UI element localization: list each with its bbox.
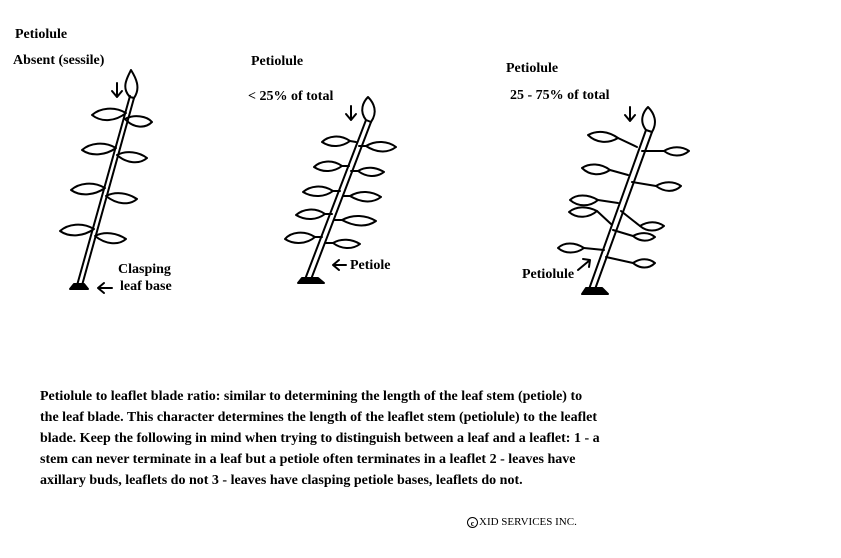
label-25-75: 25 - 75% of total (510, 88, 610, 103)
leaflet (570, 196, 598, 206)
leaflet (125, 116, 152, 126)
leaflet (285, 233, 315, 243)
leaflet (333, 240, 360, 248)
label-absent-sessile: Absent (sessile) (13, 53, 105, 68)
leaflet (60, 225, 94, 236)
copyright-text: XID SERVICES INC. (479, 516, 577, 528)
leaflet (322, 137, 350, 146)
left-arrow-icon (98, 283, 112, 293)
leaf-base (298, 278, 324, 283)
leaflet (366, 142, 396, 151)
leaflet (71, 184, 105, 195)
leaflet (558, 244, 584, 253)
leaflet (664, 147, 689, 155)
leaflet (633, 233, 655, 241)
short-petiolule-leaflets (285, 137, 396, 248)
rachis (76, 96, 134, 289)
leaflet (296, 210, 325, 219)
leaflet (117, 152, 147, 162)
leaflet (633, 259, 655, 267)
heading-petiolule: Petiolule (15, 27, 68, 42)
leaflet (358, 168, 384, 176)
leaflet (303, 187, 333, 196)
leaflet (569, 207, 597, 216)
leaflet (314, 162, 342, 171)
label-petiolule-3: Petiolule (506, 61, 559, 76)
terminal-leaflet (125, 70, 137, 98)
label-less-25: < 25% of total (248, 89, 334, 104)
label-leaf-base: leaf base (120, 279, 172, 294)
leaflet (582, 164, 610, 174)
copyright-notice (467, 516, 577, 528)
down-arrow-icon (112, 83, 122, 97)
terminal-leaflet (642, 107, 655, 132)
leaflet (588, 132, 618, 142)
label-petiole: Petiole (350, 258, 391, 273)
down-arrow-icon (625, 107, 635, 121)
long-petiolule-compound-leaf (558, 107, 689, 294)
label-clasping: Clasping (118, 262, 171, 277)
terminal-leaflet (362, 97, 374, 122)
down-arrow-icon (346, 106, 356, 120)
short-petiolule-compound-leaf (285, 97, 396, 283)
leaflet (342, 216, 376, 225)
leaflet (106, 193, 137, 203)
leaflet (350, 192, 381, 201)
label-petiolule-callout: Petiolule (522, 267, 575, 282)
leaf-base (70, 284, 88, 289)
long-petiolule-leaflets (558, 132, 689, 268)
sessile-compound-leaf (60, 70, 152, 293)
left-arrow-icon (333, 260, 346, 270)
leaflet (656, 182, 681, 191)
up-right-arrow-icon (578, 259, 590, 270)
leaf-base (582, 288, 608, 294)
label-petiolule-2: Petiolule (251, 54, 304, 69)
leaflet (82, 144, 116, 155)
description-paragraph: Petiolule to leaflet blade ratio: similar to determining the length of the leaf stem (petiole) to the leaf blade. This character determines the length of the leaflet stem (petiolule) to the leaflet blade. Keep the following in mind when trying to distinguish between a leaf and a leaflet: 1 - a stem can never terminate in a leaf but a petiole often terminates in a leaflet 2 - leaves have axillary buds, leaflets do not 3 - leaves have clasping petiole bases, leaflets do not. (40, 389, 600, 488)
leaflet (92, 109, 126, 120)
leaflet (95, 233, 126, 243)
sessile-leaflets (60, 109, 152, 244)
leaflet (640, 222, 664, 230)
copyright-icon: c (467, 517, 478, 528)
